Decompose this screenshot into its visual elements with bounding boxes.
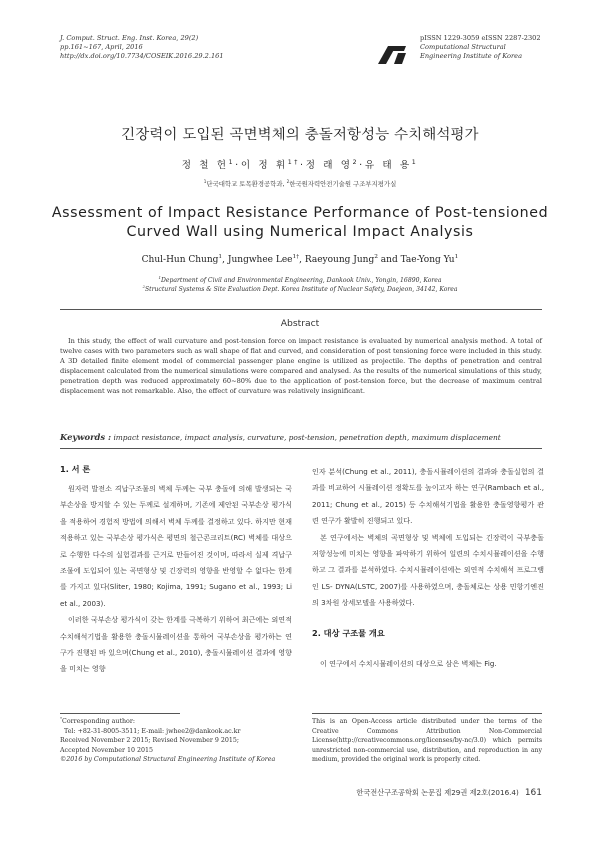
- affil-text: Structural Systems & Site Evaluation Dept. Korea Institute of Nuclear Safety, Daejeon, 34142, Korea: [144, 286, 458, 294]
- page-footer: [300, 788, 542, 798]
- footnote-accepted: Accepted November 10 2015: [60, 746, 154, 754]
- author-and: and: [377, 255, 401, 265]
- author-sup: 1: [411, 158, 419, 166]
- paragraph: 인자 분석(Chung et al., 2011), 충돌시뮬레이션의 결과와 충돌실험의 결과를 비교하여 시뮬레이션 정확도를 높이고자 하는 연구(Rambach et al., 2011; Chung et al., 2015) 등 수치해석기법을 활용한 충돌영향평가 관련 연구가 활발히 진행되고 있다.: [312, 467, 544, 526]
- footnote: [60, 717, 300, 765]
- author-name: 이 정 휘: [240, 160, 288, 171]
- journal-name-line: Engineering Institute of Korea: [420, 52, 523, 61]
- corresponding-label: Corresponding author:: [62, 718, 135, 725]
- doi-link[interactable]: http://dx.doi.org/10.7734/COSEIK.2016.29.2.161: [60, 52, 224, 61]
- affil-sup: 1: [203, 178, 207, 184]
- paragraph: 이 연구에서 수치시뮬레이션의 대상으로 삼은 벽체는 Fig.: [320, 659, 497, 668]
- journal-name-line: Computational Structural: [420, 43, 506, 52]
- footnote-received: Received November 2 2015; Revised November 9 2015;: [60, 737, 240, 745]
- title-korean: 긴장력이 도입된 곡면벽체의 충돌저항성능 수치해석평가: [121, 127, 479, 143]
- footer-journal: 한국전산구조공학회 논문집 제29권 제2호(2016.4): [356, 788, 519, 797]
- paragraph: 원자력 발전소 격납구조물의 벽체 두께는 국부 충돌에 의해 발생되는 국부손상을 방지할 수 있는 두께로 설계하며, 기존에 제안된 국부손상 평가식을 적용하여 경험적 방법에 의해서 벽체 두께를 결정하고 있다. 하지만 현재 적용하고 있는 국부손상 평가식은 평면의 철근콘크리트(RC) 벽체를 대상으로 수행한 다수의 실험결과를 근거로 만들어진 것이며, 따라서 실제 격납구조물에 도입되어 있는 곡면형상 및 긴장력의 영향을 반영할 수 없다는 한계를 가지고 있다(Sliter, 1980; Kojima, 1991; Sugano et al., 1993; Li et al., 2003).: [60, 484, 292, 608]
- affiliations-korean: [0, 179, 600, 188]
- paragraph: 본 연구에서는 벽체의 곡면형상 및 벽체에 도입되는 긴장력이 국부충돌 저항성능에 미치는 영향을 파악하기 위하여 일련의 수치시뮬레이션을 수행하고 그 결과를 분석하였다. 수치시뮬레이션에는 외연적 수치해석 프로그램인 LS- DYNA(LSTC, 2007)를 사용하였으며, 충돌체로는 상용 민항기엔진의 3차원 상세모델을 사용하였다.: [312, 532, 544, 608]
- author-sep: ,: [222, 255, 228, 265]
- journal-logo-icon: [376, 38, 408, 70]
- keywords-text: impact resistance, impact analysis, curvature, post-tension, penetration depth, maximum displacement: [113, 433, 501, 442]
- open-access-rule: [312, 713, 542, 714]
- journal-citation: [60, 34, 224, 62]
- author-sep: ·: [359, 160, 365, 171]
- authors-english: [0, 255, 600, 265]
- abstract-text: In this study, the effect of wall curvature and post-tension force on impact resistance is evaluated by numerical analysis method. A total of twelve cases with two parameters such as wall shape of flat and curved, and consideration of post tensioning force were included in this study. A 3D detailed finite element model of commercial passenger plane engine is utilized as projectile. The depths of penetration and central displacement calculated from the numerical simulations were compared and analysed. As the results of the numerical simulations of this study, penetration depth was reduced approximately 60~80% due to the application of post-tension force, but the decrease of maximum central displacement was not remarkable. Also, the effect of curvature was relatively insignificant.: [60, 337, 542, 396]
- title-line: Assessment of Impact Resistance Performance of Post-tensioned: [51, 205, 549, 221]
- footnote-line: *Corresponding author:: [60, 715, 135, 725]
- abstract-top-rule: [60, 309, 542, 310]
- author-name: Chul-Hun Chung: [141, 255, 219, 265]
- abstract-heading: Abstract: [280, 318, 320, 329]
- author-sep: ·: [235, 160, 241, 171]
- section-heading-structure: 2. 대상 구조물 개요: [312, 628, 385, 638]
- affil-line: [0, 276, 600, 285]
- affil-text: 한국원자력안전기술원 구조부지평가실: [289, 180, 397, 188]
- author-sup: 1†: [292, 254, 300, 260]
- body-column-right-continued: [312, 656, 544, 672]
- affil-sup: 1: [158, 274, 161, 280]
- author-name: Jungwhee Lee: [227, 255, 293, 265]
- authors-korean: [0, 157, 600, 171]
- title-english: [0, 204, 600, 242]
- author-sup: 1†: [287, 158, 301, 166]
- author-name: 정 래 영: [305, 160, 353, 171]
- footnote-contact: Tel: +82-31-8005-3511; E-mail: jwhee2@dankook.ac.kr: [64, 727, 241, 735]
- affil-line: [0, 285, 600, 294]
- keywords: [60, 432, 542, 442]
- citation-line: pp.161~167, April, 2016: [60, 43, 143, 52]
- paragraph: 이러한 국부손상 평가식이 갖는 한계를 극복하기 위하여 최근에는 외연적 수치해석기법을 활용한 충돌시뮬레이션을 통하여 국부손상을 평가하는 연구가 진행된 바 있으며(Chung et al., 2010), 충돌시뮬레이션 결과에 영향을 미치는 영향: [60, 615, 292, 674]
- author-sep: ,: [299, 255, 305, 265]
- author-sup: 2: [352, 158, 360, 166]
- affil-text: Department of Civil and Environmental Engineering, Dankook Univ., Yongin, 16890, Korea: [160, 277, 442, 284]
- section-heading-introduction: 1. 서 론: [60, 464, 91, 474]
- affiliations-english: [0, 276, 600, 294]
- page-number: 161: [524, 788, 542, 798]
- citation-line: J. Comput. Struct. Eng. Inst. Korea, 29(2): [60, 34, 199, 42]
- footnote-copyright: ©2016 by Computational Structural Engineering Institute of Korea: [60, 756, 276, 764]
- footnote-rule: [60, 713, 180, 714]
- affil-sup: 2: [142, 284, 145, 290]
- abstract-bottom-rule: [60, 448, 542, 449]
- open-access-notice: This is an Open-Access article distributed under the terms of the Creative Commons Attribution Non-Commercial License(http://creativecommons.org/licenses/by-nc/3.0) which permits unrestricted non-commercial use, distribution, and reproduction in any medium, provided the original work is properly cited.: [312, 718, 542, 764]
- author-sup: 1: [228, 158, 236, 166]
- author-name: 정 철 헌: [181, 160, 229, 171]
- affil-text: 단국대학교 토목환경공학과,: [206, 180, 285, 188]
- journal-info: [420, 34, 541, 62]
- author-name: Raeyoung Jung: [304, 255, 375, 265]
- author-sup: 2: [374, 254, 378, 260]
- body-column-left: [60, 481, 292, 678]
- author-sup: 1: [454, 254, 459, 260]
- author-name: Tae-Yong Yu: [400, 255, 455, 265]
- body-column-right: [312, 464, 544, 612]
- affil-sup: 2: [286, 178, 290, 184]
- issn: pISSN 1229-3059 eISSN 2287-2302: [420, 34, 541, 42]
- author-sup: 1: [218, 254, 223, 260]
- author-name: 유 태 용: [364, 160, 412, 171]
- title-line: Curved Wall using Numerical Impact Analysis: [126, 224, 474, 240]
- keywords-label: Keywords :: [60, 432, 112, 442]
- author-sep: ·: [300, 160, 306, 171]
